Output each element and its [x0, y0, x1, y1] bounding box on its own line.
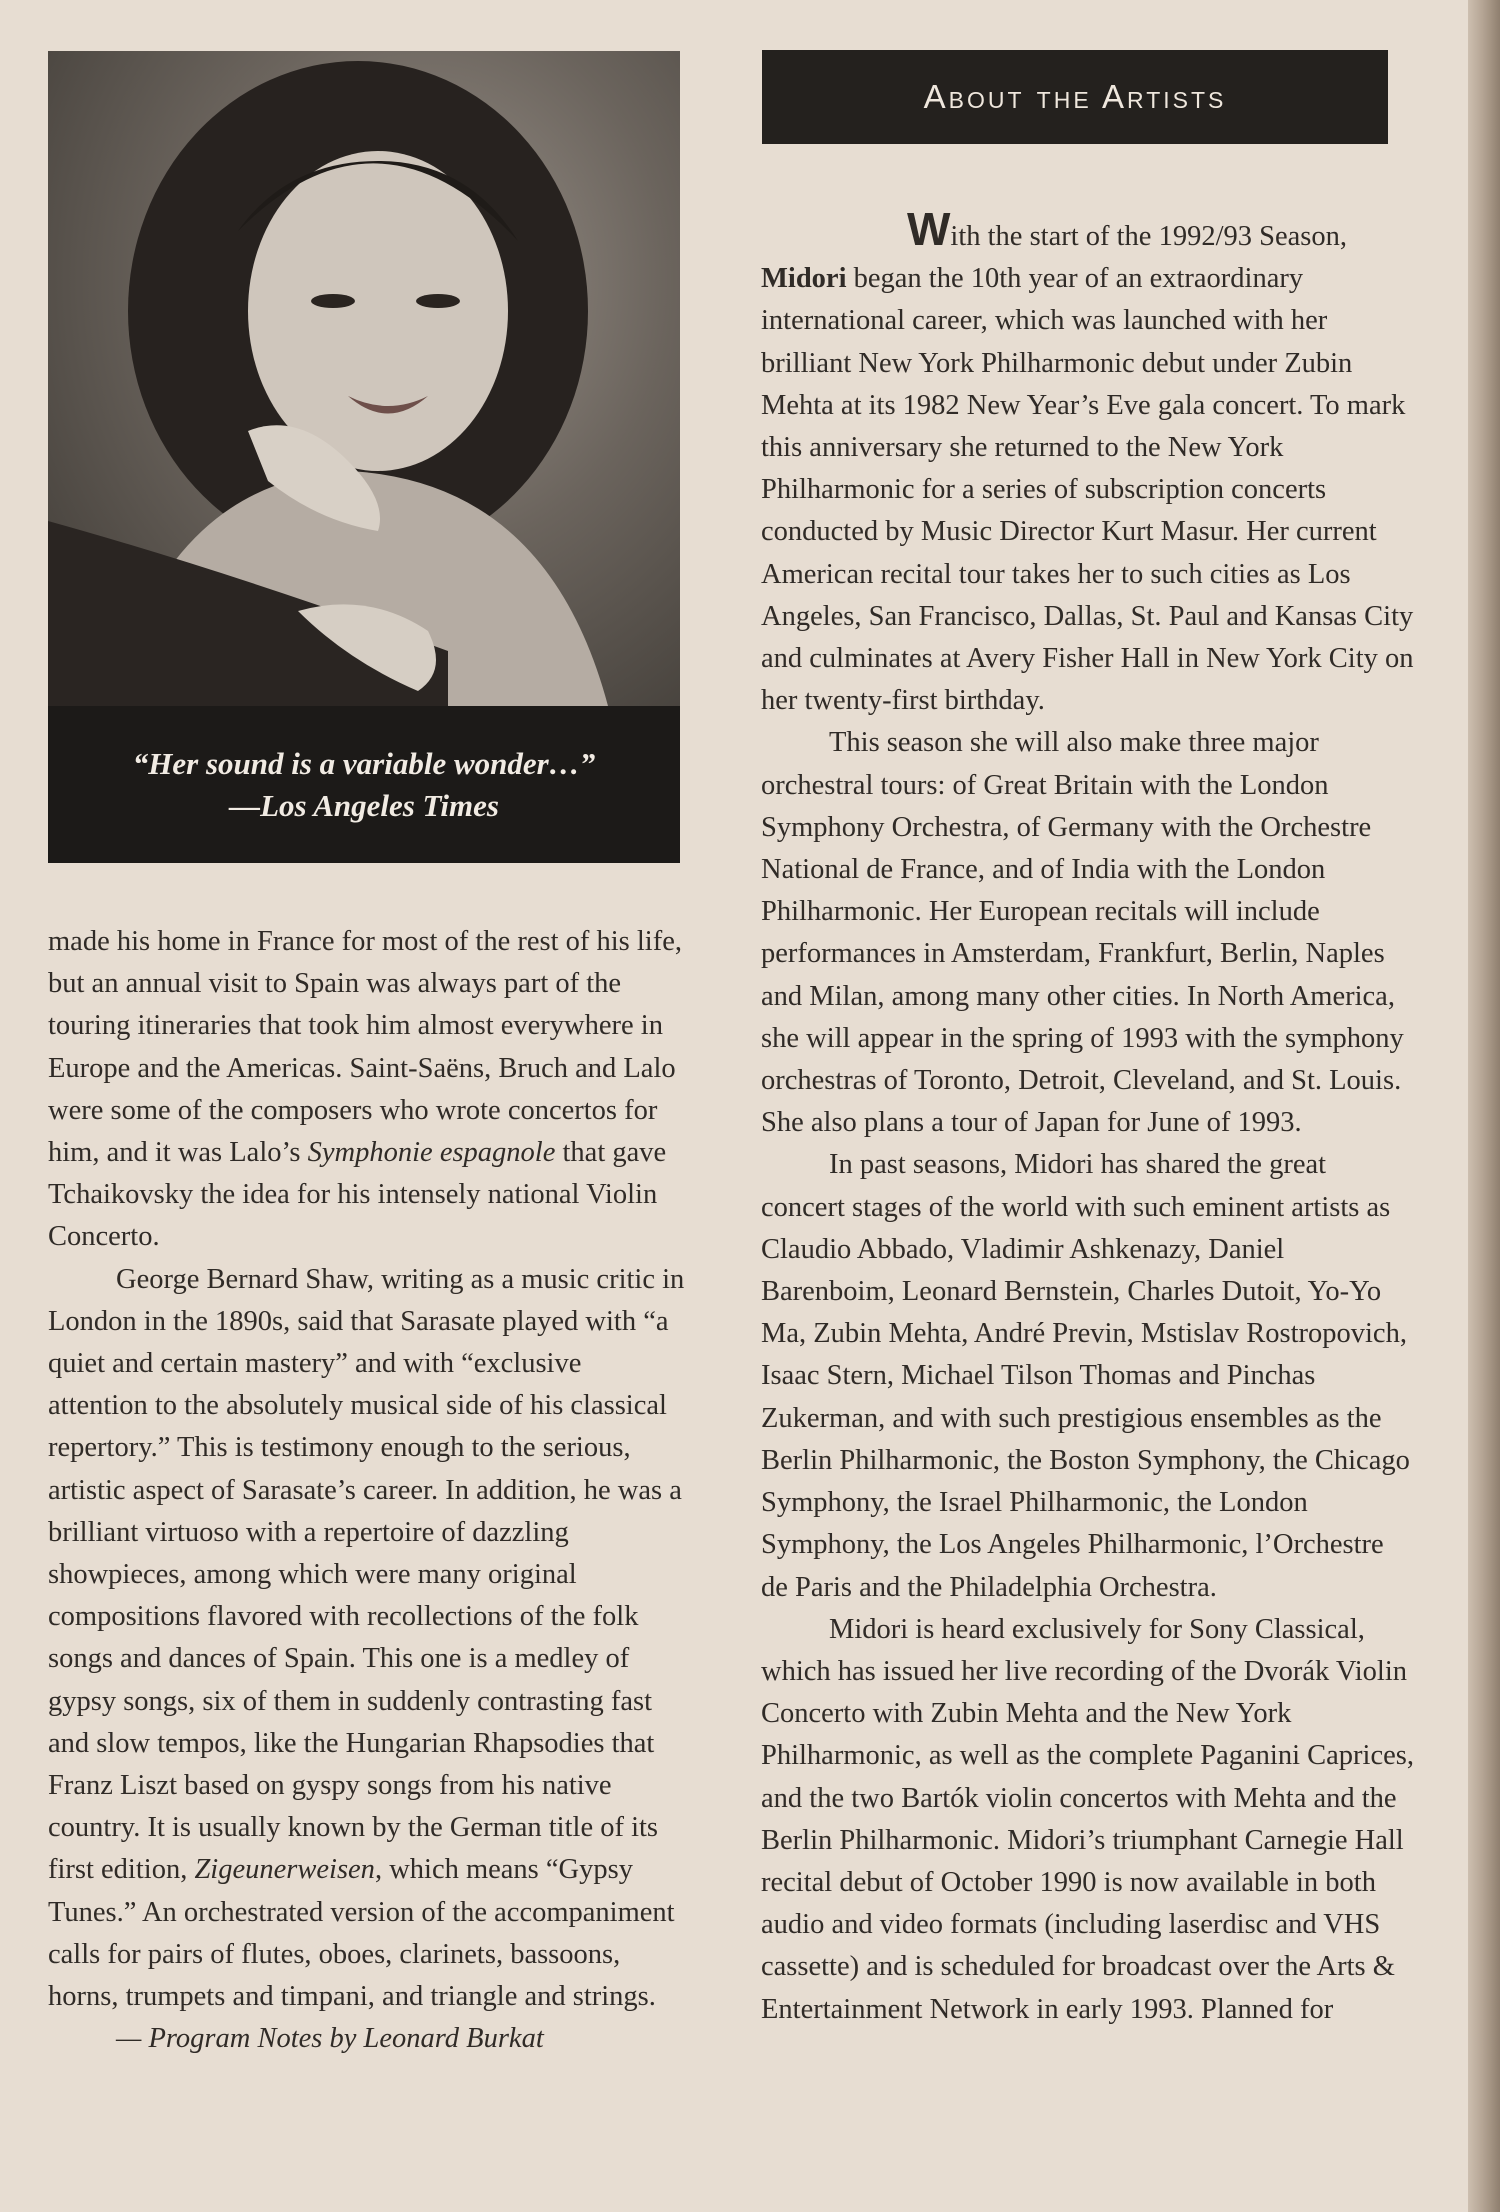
caption-quote: “Her sound is a variable wonder…”: [132, 745, 596, 781]
program-notes-column: [48, 921, 688, 2060]
bio-paragraph-2: This season she will also make three major orchestral tours: of Great Britain with the London Symphony Orchestra, of Germany with the Orchestre National de France, and of India with the London Philharmonic. Her European recitals will include performances in Amsterdam, Frankfurt, Berlin, Naples and Milan, among many other cities. In North America, she will appear in the spring of 1993 with the symphony orchestras of Toronto, Detroit, Cleveland, and St. Louis. She also plans a tour of Japan for June of 1993.: [761, 727, 1404, 1139]
notes-byline: — Program Notes by Leonard Burkat: [116, 2023, 544, 2055]
page-spine-shadow: [1468, 0, 1500, 2212]
notes-paragraph-2: [48, 1259, 688, 2019]
photo-caption: [48, 706, 680, 863]
bio-paragraph-4: Midori is heard exclusively for Sony Classical, which has issued her live recording of the Dvorák Violin Concerto with Zubin Mehta and the New York Philharmonic, as well as the complete Paganini Caprices, and the two Bartók violin concertos with Mehta and the Berlin Philharmonic. Midori’s triumphant Carnegie Hall recital debut of October 1990 is now available in both audio and video formats (including laserdisc and VHS cassette) and is scheduled for broadcast over the Arts & Entertainment Network in early 1993. Planned for: [761, 1613, 1414, 2025]
notes-paragraph-1: [48, 921, 688, 1259]
artist-photo: [48, 51, 680, 706]
notes-text: George Bernard Shaw, writing as a music critic in London in the 1890s, said that Sarasate played with “a quiet and certain mastery” and with “exclusive attention to the absolutely musical side of his classical repertory.” This is testimony enough to the serious, artistic aspect of Sarasate’s career. In addition, he was a brilliant virtuoso with a repertoire of dazzling showpieces, among which were many original compositions flavored with recollections of the folk songs and dances of Spain. This one is a medley of gypsy songs, six of them in suddenly contrasting fast and slow tempos, like the Hungarian Rhapsodies that Franz Liszt based on gyspy songs from his native country. It is usually known by the German title of its first edition,: [48, 1263, 685, 1886]
bio-paragraph-1: [761, 203, 1416, 722]
bio-paragraph-3: In past seasons, Midori has shared the great concert stages of the world with such eminent artists as Claudio Abbado, Vladimir Ashkenazy, Daniel Barenboim, Leonard Bernstein, Charles Dutoit, Yo-Yo Ma, Zubin Mehta, André Previn, Mstislav Rostropovich, Isaac Stern, Michael Tilson Thomas and Pinchas Zukerman, and with such prestigious ensembles as the Berlin Philharmonic, the Boston Symphony, the Chicago Symphony, the Israel Philharmonic, the London Symphony, the Los Angeles Philharmonic, l’Orchestre de Paris and the Philadelphia Orchestra.: [761, 1149, 1410, 1603]
portrait-illustration: [48, 51, 680, 706]
notes-text: that gave Tchaikovsky the idea for his intensely national Violin Concerto.: [48, 1137, 667, 1253]
banner-title: About the Artists: [923, 78, 1227, 115]
work-title: Zigeunerweisen: [194, 1854, 375, 1886]
bio-text: ith the start of the 1992/93 Season,: [950, 221, 1347, 252]
work-title: Symphonie espagnole: [307, 1137, 556, 1169]
notes-text: made his home in France for most of the rest of his life, but an annual visit to Spain was always part of the touring itineraries that took him almost everywhere in Europe and the Americas. Saint-Saëns, Bruch and Lalo were some of the composers who wrote concertos for him, and it was Lalo’s: [48, 926, 682, 1169]
artist-name: Midori: [761, 263, 847, 295]
section-banner: [762, 50, 1388, 144]
caption-source: —Los Angeles Times: [229, 787, 499, 823]
bio-text: began the 10th year of an extraordinary international career, which was launched with her brilliant New York Philharmonic debut under Zubin Mehta at its 1982 New Year’s Eve gala concert. To mark this anniversary she returned to the New York Philharmonic for a series of subscription concerts conducted by Music Director Kurt Masur. Her current American recital tour takes her to such cities as Los Angeles, San Francisco, Dallas, St. Paul and Kansas City and culminates at Avery Fisher Hall in New York City on her twenty-first birthday.: [761, 263, 1414, 717]
artist-photo-block: [48, 51, 680, 863]
about-artists-column: [761, 203, 1416, 2031]
notes-text: , which means “Gypsy Tunes.” An orchestrated version of the accompaniment calls for pairs of flutes, oboes, clarinets, bassoons, horns, trumpets and timpani, and triangle and strings.: [48, 1854, 675, 2013]
drop-cap: W: [907, 203, 951, 255]
